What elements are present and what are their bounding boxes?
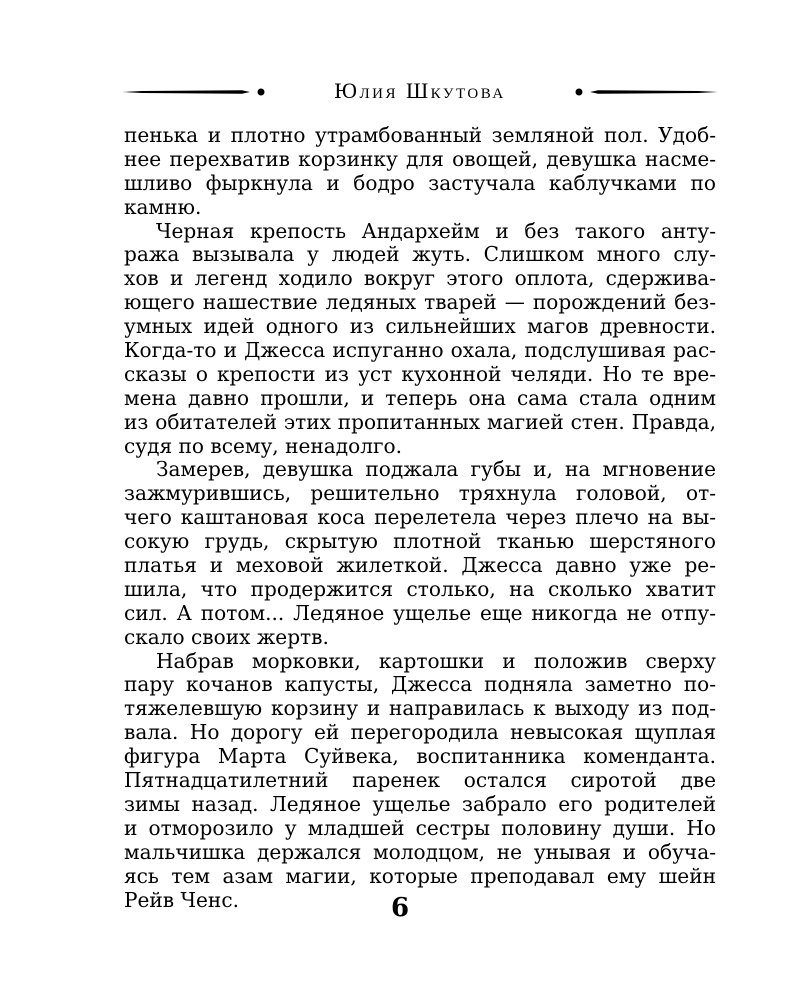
text-line: Пятнадцатилетний паренек остался сиротой две — [124, 768, 716, 793]
ornamental-rule-icon — [568, 82, 718, 102]
text-line: сокую грудь, скрытую плотной тканью шерстяного — [124, 529, 716, 554]
text-line: судя по всему, ненадолго. — [124, 433, 402, 458]
text-line: фигура Марта Суйвека, воспитанника коменданта. — [124, 744, 716, 769]
text-line: шливо фыркнула и бодро застучала каблучками по — [124, 170, 716, 195]
text-line: мена давно прошли, и теперь она сама стала одним — [124, 385, 716, 410]
text-line: пенька и плотно утрамбованный земляной пол. Удоб- — [124, 123, 716, 147]
running-header — [122, 76, 718, 112]
text-line: Рейв Ченс. — [124, 887, 239, 912]
author-name: Юлия Шкутова — [334, 78, 506, 103]
text-line: ющего нашествие ледяных тварей — порождений без- — [124, 290, 716, 315]
page-body-text — [124, 124, 716, 912]
text-line: хов и легенд ходило вокруг этого оплота, сдержива- — [124, 266, 716, 291]
text-line: из обитателей этих пропитанных магией стен. Правда, — [124, 409, 716, 434]
text-line: Черная крепость Андархейм и без такого анту- — [156, 218, 716, 243]
text-line: ража вызывала у людей жуть. Слишком много слу- — [124, 242, 716, 267]
text-line: пару кочанов капусты, Джесса подняла заметно по- — [124, 672, 716, 697]
text-line: чего каштановая коса перелетела через плечо на вы- — [124, 505, 716, 530]
text-line: Замерев, девушка поджала губы и, на мгновение — [156, 457, 716, 482]
text-line: сказы о крепости из уст кухонной челяди. Но те вре- — [124, 361, 716, 386]
text-line: скало своих жертв. — [124, 624, 329, 649]
text-line: и отморозило у младшей сестры половину души. Но — [124, 815, 716, 840]
text-line: ясь тем азам магии, которые преподавал ему шейн — [124, 863, 716, 888]
text-line: умных идей одного из сильнейших магов древности. — [124, 314, 716, 339]
page-number: 6 — [390, 893, 410, 923]
text-line: тяжелевшую корзину и направилась к выходу из под- — [124, 696, 716, 721]
text-line: шила, что продержится столько, на сколько хватит — [124, 576, 716, 601]
text-line: нее перехватив корзинку для овощей, девушка насме- — [124, 146, 716, 171]
text-line: Набрав морковки, картошки и положив сверху — [156, 648, 716, 673]
text-line: мальчишка держался молодцом, не унывая и обуча- — [124, 839, 716, 864]
text-line: зимы назад. Ледяное ущелье забрало его родителей — [124, 791, 716, 816]
text-line: вала. Но дорогу ей перегородила невысокая щуплая — [124, 720, 716, 745]
text-line: Когда-то и Джесса испуганно охала, подслушивая рас- — [124, 338, 716, 363]
text-line: сил. А потом... Ледяное ущелье еще никогда не отпу- — [124, 600, 716, 625]
text-line: зажмурившись, решительно тряхнула головой, от- — [124, 481, 716, 506]
text-line: камню. — [124, 194, 202, 219]
text-line: платья и меховой жилеткой. Джесса давно уже ре- — [124, 553, 716, 578]
